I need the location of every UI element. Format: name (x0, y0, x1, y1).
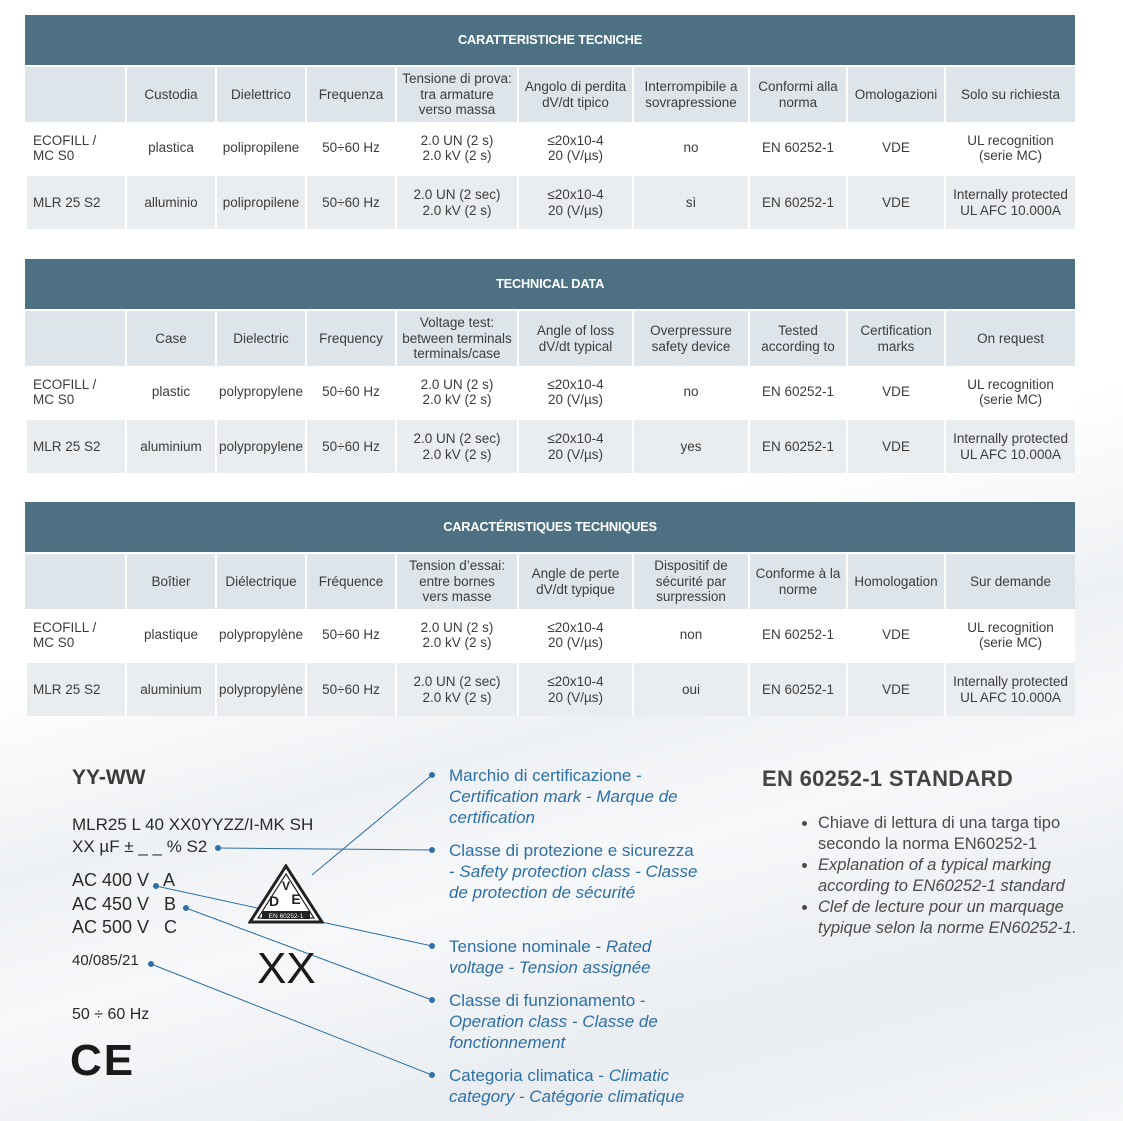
callout-dot (430, 998, 435, 1003)
header-cell: Conformi alla norma (748, 65, 846, 122)
callout-text: Categoria climatica - (449, 1066, 604, 1085)
standard-bullets (800, 813, 1108, 939)
callout-rated-voltage (449, 936, 699, 978)
climatic-category: 40/085/21 (72, 952, 139, 969)
table-cell: ECOFILL / MC S0 (25, 366, 125, 418)
table-cell: plastique (125, 609, 215, 661)
table-title: CARATTERISTICHE TECNICHE (25, 15, 1075, 65)
table-cell: 2.0 UN (2 sec) 2.0 kV (2 s) (395, 174, 517, 229)
header-cell: Angle de perte dV/dt typique (517, 552, 632, 609)
header-cell: Dielettrico (215, 65, 305, 122)
callout-dot (430, 773, 435, 778)
table-cell: non (632, 609, 748, 661)
ce-mark: CE (70, 1036, 136, 1085)
callout-text: Tensione nominale - (449, 937, 602, 956)
table-cell: EN 60252-1 (748, 174, 846, 229)
table-cell: polipropilene (215, 122, 305, 174)
callout-text-italic: Climatic category - Catégorie climatique (449, 1066, 685, 1106)
header-cell: Fréquence (305, 552, 395, 609)
callout-climatic-category (449, 1065, 739, 1107)
table-cell: VDE (846, 366, 944, 418)
table-cell: EN 60252-1 (748, 609, 846, 661)
type-line: MLR25 L 40 XX0YYZZ/I-MK SH (72, 815, 314, 834)
date-code: YY-WW (72, 766, 146, 789)
callout-dot (430, 1073, 435, 1078)
table-cell: no (632, 366, 748, 418)
callout-operation-class (449, 990, 699, 1053)
callout-text-italic: Safety protection class - Classe de protection de sécurité (449, 862, 698, 902)
callout-dot (149, 962, 154, 967)
header-cell: Omologazioni (846, 65, 944, 122)
table-cell: polypropylène (215, 661, 305, 716)
table-cell: ≤20x10-4 20 (V/µs) (517, 366, 632, 418)
table-title: CARACTÉRISTIQUES TECHNIQUES (25, 502, 1075, 552)
table-cell: EN 60252-1 (748, 661, 846, 716)
table-cell: ECOFILL / MC S0 (25, 609, 125, 661)
header-cell: Frequenza (305, 65, 395, 122)
table-cell: no (632, 122, 748, 174)
header-cell: Tested according to (748, 309, 846, 366)
table-cell: 2.0 UN (2 sec) 2.0 kV (2 s) (395, 661, 517, 716)
table-cell: Internally protected UL AFC 10.000A (944, 174, 1075, 229)
table-cell: oui (632, 661, 748, 716)
header-cell: Dispositif de sécurité par surpression (632, 552, 748, 609)
header-cell: Homologation (846, 552, 944, 609)
header-cell: Tension d’essai: entre bornes vers masse (395, 552, 517, 609)
callout-line (312, 775, 432, 875)
table-cell: 50÷60 Hz (305, 418, 395, 473)
table-cell: yes (632, 418, 748, 473)
callout-text-italic: Operation class - Classe de fonctionnement (449, 1012, 658, 1052)
header-cell: Certification marks (846, 309, 944, 366)
standard-bullet: • Clef de lecture pour un marquage typique selon la norme EN60252-1. (818, 897, 1108, 939)
voltage-line: AC 400 V A (72, 870, 176, 890)
capacitance-line: XX µF ± _ _ % S2 (72, 837, 208, 856)
callout-protection-class (449, 840, 699, 903)
table-cell: plastica (125, 122, 215, 174)
table-cell: MLR 25 S2 (25, 661, 125, 716)
callout-certification (449, 765, 719, 828)
table-cell: ≤20x10-4 20 (V/µs) (517, 609, 632, 661)
callout-dot (184, 906, 189, 911)
vde-logo-icon (248, 864, 324, 924)
table-cell: VDE (846, 174, 944, 229)
callout-dot (430, 944, 435, 949)
callout-text: Marchio di certificazione - (449, 766, 642, 785)
table-title: TECHNICAL DATA (25, 259, 1075, 309)
table-cell: ≤20x10-4 20 (V/µs) (517, 174, 632, 229)
table-cell: 50÷60 Hz (305, 661, 395, 716)
table-cell: EN 60252-1 (748, 366, 846, 418)
header-cell: Interrompibile a sovrapressione (632, 65, 748, 122)
table-cell: 50÷60 Hz (305, 122, 395, 174)
table-cell: UL recognition (serie MC) (944, 122, 1075, 174)
header-cell: Conforme à la norme (748, 552, 846, 609)
header-cell: Voltage test: between terminals terminals/case (395, 309, 517, 366)
standard-bullet: • Chiave di lettura di una targa tipo secondo la norma EN60252-1 (818, 813, 1108, 855)
header-cell: Diélectrique (215, 552, 305, 609)
table-cell: VDE (846, 661, 944, 716)
standard-title: EN 60252-1 STANDARD (762, 766, 1014, 791)
header-cell: Angolo di perdita dV/dt tipico (517, 65, 632, 122)
table-cell: polipropilene (215, 174, 305, 229)
svg-text:D: D (268, 893, 280, 909)
header-cell: Tensione di prova: tra armature verso massa (395, 65, 517, 122)
table-cell: polypropylène (215, 609, 305, 661)
table-cell: alluminio (125, 174, 215, 229)
table-cell: Internally protected UL AFC 10.000A (944, 661, 1075, 716)
table-cell: polypropylene (215, 418, 305, 473)
table-cell: EN 60252-1 (748, 122, 846, 174)
header-cell: Angle of loss dV/dt typical (517, 309, 632, 366)
callout-dot (430, 848, 435, 853)
header-cell: Boîtier (125, 552, 215, 609)
header-cell: Dielectric (215, 309, 305, 366)
header-cell: Case (125, 309, 215, 366)
table-cell: VDE (846, 418, 944, 473)
table-cell: 2.0 UN (2 sec) 2.0 kV (2 s) (395, 418, 517, 473)
table-cell: sì (632, 174, 748, 229)
table-cell: aluminium (125, 418, 215, 473)
frequency-marking: 50 ÷ 60 Hz (72, 1006, 150, 1023)
callout-line (218, 848, 432, 850)
table-cell: 50÷60 Hz (305, 609, 395, 661)
callout-text-italic: Rated voltage - Tension assignée (449, 937, 652, 977)
header-cell: On request (944, 309, 1075, 366)
svg-text:E: E (291, 891, 301, 907)
table-cell: 50÷60 Hz (305, 366, 395, 418)
header-cell: Custodia (125, 65, 215, 122)
table-cell: VDE (846, 122, 944, 174)
table-cell: polypropylene (215, 366, 305, 418)
table-cell: UL recognition (serie MC) (944, 366, 1075, 418)
table-cell: MLR 25 S2 (25, 418, 125, 473)
voltage-line: AC 500 V C (72, 917, 178, 937)
table-cell: 50÷60 Hz (305, 174, 395, 229)
table-cell: Internally protected UL AFC 10.000A (944, 418, 1075, 473)
callout-text-italic: Certification mark - Marque de certification (449, 787, 678, 827)
table-cell: UL recognition (serie MC) (944, 609, 1075, 661)
svg-text:V: V (281, 879, 291, 893)
xx-mark: XX (257, 944, 316, 993)
svg-text:EN 60252-1: EN 60252-1 (268, 913, 304, 920)
table-cell: aluminium (125, 661, 215, 716)
callout-text: Classe di funzionamento - (449, 991, 646, 1010)
standard-bullet: • Explanation of a typical marking according to EN60252-1 standard (818, 855, 1108, 897)
header-cell: Frequency (305, 309, 395, 366)
table-cell: 2.0 UN (2 s) 2.0 kV (2 s) (395, 609, 517, 661)
callout-text: Classe di protezione e sicurezza - (449, 841, 694, 881)
table-cell: ≤20x10-4 20 (V/µs) (517, 418, 632, 473)
header-cell: Overpressure safety device (632, 309, 748, 366)
header-cell: Sur demande (944, 552, 1075, 609)
callout-dot (216, 846, 221, 851)
table-cell: MLR 25 S2 (25, 174, 125, 229)
table-cell: ≤20x10-4 20 (V/µs) (517, 661, 632, 716)
table-cell: VDE (846, 609, 944, 661)
table-cell: ≤20x10-4 20 (V/µs) (517, 122, 632, 174)
table-cell: plastic (125, 366, 215, 418)
table-cell: ECOFILL / MC S0 (25, 122, 125, 174)
table-cell: 2.0 UN (2 s) 2.0 kV (2 s) (395, 366, 517, 418)
table-cell: EN 60252-1 (748, 418, 846, 473)
table-cell: 2.0 UN (2 s) 2.0 kV (2 s) (395, 122, 517, 174)
header-cell: Solo su richiesta (944, 65, 1075, 122)
voltage-line: AC 450 V B (72, 894, 177, 914)
